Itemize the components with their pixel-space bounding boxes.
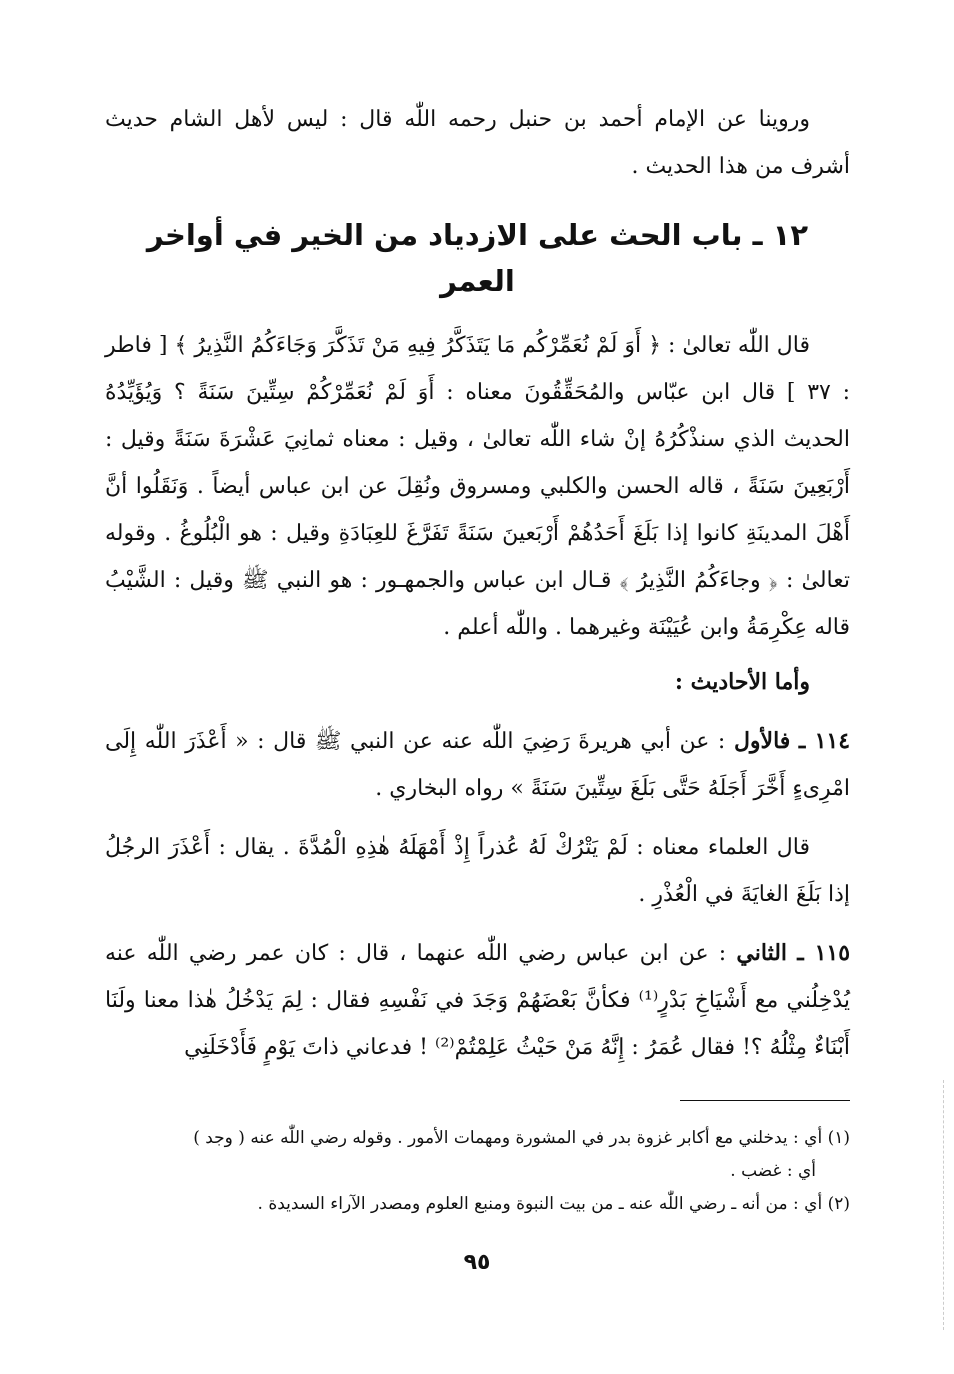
commentary-paragraph: قال اللّٰه تعالىٰ : ﴿ أَوَ لَمْ نُعَمِّرْكُم مَا يَتَذَكَّرُ فِيهِ مَنْ تَذَكَّرَ وَجَاءَكُمُ النَّذِيرُ ﴾ [ فاطر : ٣٧ ] قال ابن عبّاس والمُحَقِّقُونَ معناه : أَوَ لَمْ نُعَمِّرْكُمْ سِتِّينَ سَنَةً ؟ وَيُؤَيِّدُهُ الحديث الذي سنذْكُرُهُ إنْ شاء اللّٰه تعالىٰ ، وقيل : معناه ثمانِيَ عَشْرَةَ سَنَةً وقيل : أَرْبَعِينَ سَنَةً ، قاله الحسن والكلبي ومسروق ونُقِلَ عن ابن عباس أيضاً . وَنَقَلُوا أنَّ أَهْلَ المدينَةِ كانوا إذا بَلَغَ أَحَدُهُمْ أَرْبَعينَ سَنَةً تَفَرَّغَ للعِبَادَةِ وقيل : هو الْبُلُوغُ . وقوله تعالىٰ : ﴿ وجاءَكُمُ النَّذِيرُ ﴾ قـال ابن عباس والجمهـور : هو النبي ﷺ وقيل : الشَّيْبُ قاله عِكْرِمَةُ وابن عُيَيْنَة وغيرهما . واللّٰه أعلم . — [105, 333, 851, 640]
hadith-number: ١١٥ ـ — [797, 940, 851, 966]
footnote-divider — [680, 1100, 850, 1101]
hadith-text: : عن ابن عباس رضي اللّٰه عنهما ، قال : كان عمر رضي اللّٰه عنه يُدْخِلُني مع أَشْيَاخِ بَدْرٍ⁽¹⁾ فكأنَّ بَعْضَهُمْ وَجَدَ في نَفْسِهِ فقال : لِمَ يَدْخُلُ هٰذا معنا ولَنَا أَبْنَاءٌ مِثْلُهُ ؟! فقال عُمَرُ : إِنَّهُ مَنْ حَيْثُ عَلِمْتُمْ⁽²⁾ ! فدعاني ذاتَ يَوْمٍ فَأَدْخَلَنِي — [105, 941, 850, 1060]
hadith-text: : عن أبي هريرةَ رَضِيَ اللّٰه عنه عن النبي ﷺ قال : « أَعْذَرَ اللّٰه إِلَى امْرِىءٍ أَخَّرَ أَجَلَهُ حَتَّى بَلَغَ سِتِّينَ سَنَةً » رواه البخاري . — [105, 729, 850, 801]
chapter-title: ١٢ ـ باب الحث على الازدياد من الخير في أواخر العمر — [146, 218, 809, 298]
footnotes — [105, 1122, 850, 1221]
hadith-114 — [105, 718, 850, 812]
intro-paragraph: وروينا عن الإمام أحمد بن حنبل رحمه اللّٰه قال : ليس لأهل الشام حديث أشرف من هذا الحديث . — [105, 107, 850, 179]
hadith-115 — [105, 930, 850, 1071]
footnote-1: (١) أي : يدخلني مع أكابر غزوة بدر في المشورة ومهمات الأمور . وقوله رضي اللّٰه عنه ( وجد ) — [193, 1128, 850, 1148]
hadith-number: ١١٤ ـ — [798, 728, 851, 754]
hadith-label: فالأول — [733, 728, 791, 754]
footnote-1-continuation: أي : غضب . — [730, 1161, 816, 1181]
hadith-114-explanation: قال العلماء معناه : لَمْ يَتْرُكْ لَهُ عُذراً إِذْ أَمْهَلَهُ هٰذِهِ الْمُدَّةَ . يقال : أَعْذَرَ الرجُلُ إذا بَلَغَ الغايَةَ في الْعُذْرِ . — [105, 835, 850, 907]
main-text — [105, 96, 850, 1071]
hadith-label: الثاني — [736, 940, 788, 966]
footnote-2: (٢) أي : من أنه ـ رضي اللّٰه عنه ـ من بيت النبوة ومنبع العلوم ومصدر الآراء السديدة . — [257, 1194, 850, 1214]
page-number: ٩٥ — [463, 1250, 491, 1275]
ahadith-heading: وأما الأحاديث : — [674, 669, 810, 695]
